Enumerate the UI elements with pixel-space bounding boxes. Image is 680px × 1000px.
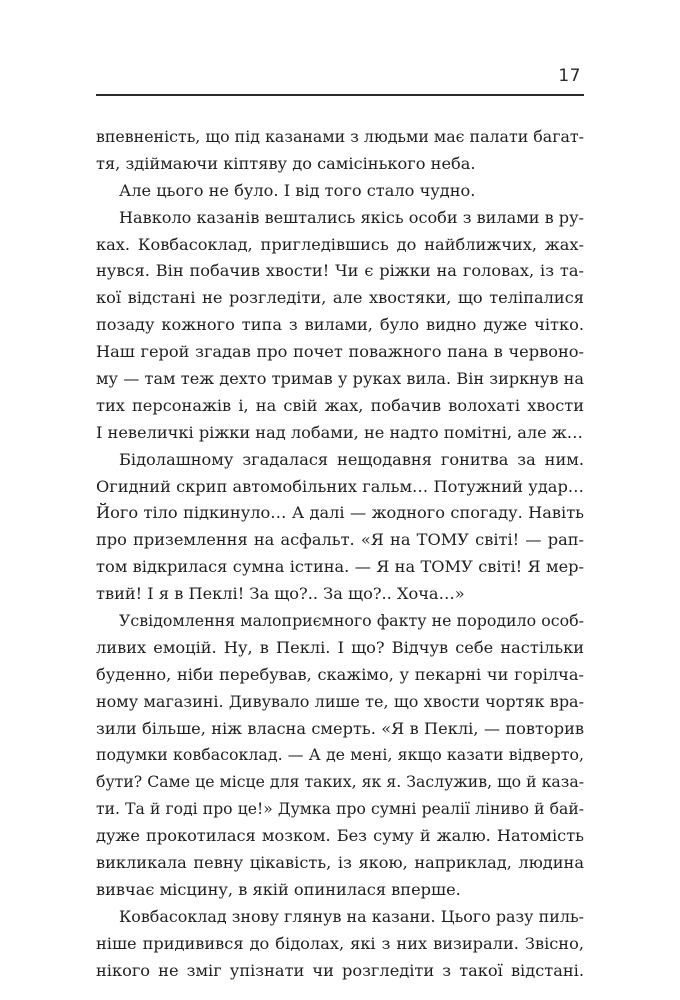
text-line: ному магазині. Дивувало лише те, що хвости чортяк вра- bbox=[96, 691, 584, 711]
text-line: подумки ковбасоклад. — А де мені, якщо казати відверто, bbox=[96, 745, 584, 765]
text-line: бути? Саме це місце для таких, як я. Заслужив, що й каза- bbox=[96, 772, 584, 792]
text-line: І невеличкі ріжки над лобами, не надто помітні, але ж… bbox=[96, 422, 583, 442]
text-line: про приземлення на асфальт. «Я на ТОМУ світі! — рап- bbox=[96, 530, 584, 550]
text-line: тих персонажів і, на свій жах, побачив волохаті хвости bbox=[96, 395, 584, 415]
text-line: Але цього не було. І від того стало чудно. bbox=[119, 180, 476, 200]
text-line: твий! І я в Пеклі! За що?.. За що?.. Хоча…» bbox=[96, 584, 465, 604]
text-line: викликала певну цікавість, із якою, наприклад, людина bbox=[96, 853, 584, 873]
text-line: му — там теж дехто тримав у руках вила. Він зиркнув на bbox=[96, 369, 584, 389]
header-rule bbox=[96, 94, 584, 96]
text-line: дуже прокотилася мозком. Без суму й жалю. Натомість bbox=[96, 826, 584, 846]
page-number: 17 bbox=[558, 66, 581, 86]
text-line: Огидний скрип автомобільних гальм… Потужний удар… bbox=[96, 476, 584, 496]
text-line: Ковбасоклад знову глянув на казани. Цього разу пиль- bbox=[119, 906, 584, 926]
text-line: Бідолашному згадалася нещодавня гонитва за ним. bbox=[119, 449, 584, 469]
text-line: ках. Ковбасоклад, пригледівшись до найближчих, жах- bbox=[96, 234, 584, 254]
text-line: Його тіло підкинуло… А далі — жодного спогаду. Навіть bbox=[96, 503, 584, 523]
text-line: кої відстані не розгледіти, але хвостяки, що теліпалися bbox=[96, 288, 584, 308]
text-line: буденно, ніби перебував, скажімо, у пекарні чи горілча- bbox=[96, 664, 584, 684]
text-line: Усвідомлення малоприємного факту не породило особ- bbox=[119, 611, 584, 631]
text-line: ти. Та й годі про це!» Думка про сумні реалії ліниво й бай- bbox=[96, 800, 584, 819]
text-line: ливих емоцій. Ну, в Пеклі. І що? Відчув себе настільки bbox=[96, 637, 584, 657]
text-line: Навколо казанів вешталиcь якісь особи з вилами в ру- bbox=[119, 207, 584, 227]
text-line: вивчає місцину, в якій опинилася вперше. bbox=[96, 879, 461, 899]
text-line: том відкрилася сумна істина. — Я на ТОМУ світі! Я мер- bbox=[96, 557, 584, 577]
body-text bbox=[96, 124, 584, 985]
text-line: тя, здіймаючи кіптяву до самісінького неба. bbox=[96, 153, 476, 173]
text-line: зили більше, ніж власна смерть. «Я в Пеклі, — повторив bbox=[96, 718, 584, 738]
text-line: Наш герой згадав про почет поважного пана в червоно- bbox=[96, 342, 584, 362]
text-line: ніше придивився до бідолах, які з них визирали. Звісно, bbox=[96, 933, 584, 953]
text-line: впевненість, що під казанами з людьми має палати багат- bbox=[96, 127, 584, 146]
text-line: позаду кожного типа з вилами, було видно дуже чітко. bbox=[96, 315, 584, 335]
text-line: нувся. Він побачив хвости! Чи є ріжки на головах, із та- bbox=[96, 261, 584, 281]
text-line: нікого не зміг упізнати чи розгледіти з такої відстані. bbox=[96, 960, 584, 980]
